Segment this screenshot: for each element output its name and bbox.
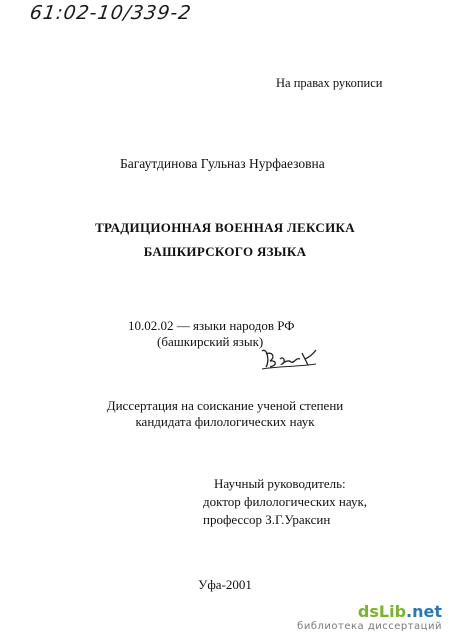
watermark-tagline: библиотека диссертаций bbox=[297, 621, 442, 632]
watermark[interactable] bbox=[297, 602, 442, 632]
supervisor-label: Научный руководитель: bbox=[214, 476, 346, 491]
watermark-brand-part1: dsLib bbox=[357, 602, 407, 621]
title-line-2: БАШКИРСКОГО ЯЗЫКА bbox=[143, 244, 307, 259]
handwritten-archive-code: 61:02-10/339-2 bbox=[28, 2, 193, 24]
watermark-brand-part2: .net bbox=[406, 602, 442, 621]
dissertation-line-2: кандидата филологических наук bbox=[135, 414, 315, 429]
place-and-year: Уфа-2001 bbox=[198, 577, 252, 592]
dissertation-line-1: Диссертация на соискание ученой степени bbox=[106, 398, 344, 413]
specialty-code: 10.02.02 — языки народов РФ bbox=[128, 318, 295, 333]
supervisor-degree: доктор филологических наук, bbox=[203, 494, 368, 509]
specialty-note: (башкирский язык) bbox=[157, 334, 264, 349]
supervisor-name: профессор З.Г.Ураксин bbox=[203, 512, 331, 527]
rights-notice: На правах рукописи bbox=[276, 76, 383, 90]
handwritten-signature bbox=[258, 345, 320, 373]
author-name: Багаутдинова Гульназ Нурфаезовна bbox=[120, 156, 325, 171]
title-line-1: ТРАДИЦИОННАЯ ВОЕННАЯ ЛЕКСИКА bbox=[95, 220, 355, 235]
watermark-brand bbox=[297, 602, 442, 621]
